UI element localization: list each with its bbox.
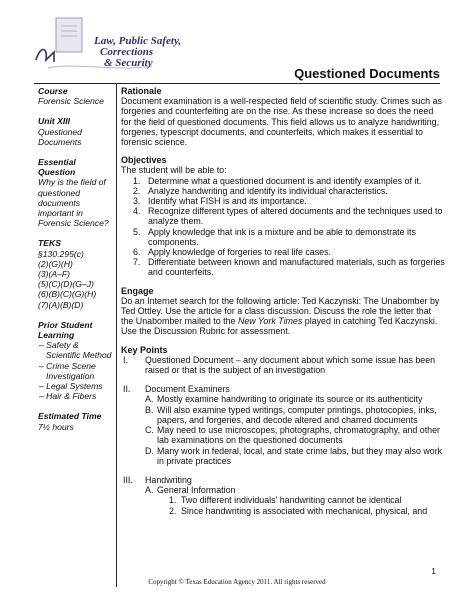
list-item: 1. Two different individuals' handwriting cannot be identical: [169, 495, 402, 506]
teks-line: (7)(A)(B)(D): [38, 299, 84, 310]
teks-line: (3)(A–F): [38, 269, 70, 280]
key-point-1: I. Questioned Document – any document about which some issue has been raised or that is the subject of an investigation: [123, 354, 436, 376]
list-item: 7. Differentiate between known and manufactured materials, such as forgeries and counterfeits.: [133, 257, 445, 278]
prior-learning-list: [38, 340, 114, 401]
key-point-2: II. Document Examiners A. Mostly examine handwriting to originate its source or its authenticity B. Will also examine typed writings, computer printings, photocopies, inks, papers, and forgeries, and decode altered and charred documents C. May need to use microscopes, photographs, chromatography, and other lab examinations on the questioned documents D. Many work in federal, local, and state crime labs, but they may also work in private practices: [121, 384, 445, 466]
key-point-3: III. Handwriting A. General Information 1. Two different individuals' handwriting cannot be identical 2. Since handwriting is associated with mechanical, physical, and: [121, 475, 445, 516]
teks-line: §130.295(c): [38, 248, 84, 259]
page-title: Questioned Documents: [294, 66, 440, 81]
list-item: – Legal Systems: [39, 381, 103, 392]
column-divider: [116, 84, 117, 587]
engage-text: Do an Internet search for the following article: Ted Kaczynski: The Unabomber by Ted Ottley. Use the article for a class discussion. Discuss the role the letter that the Unabomber mailed to the New York Times played in catching Ted Kaczynski. Use the Discussion Rubric for assessment.: [121, 295, 440, 337]
list-item: 1. Determine what a questioned document is and identify examples of it.: [133, 175, 422, 186]
teks-line: (2)(G)(H): [38, 258, 73, 269]
copyright-footer: Copyright © Texas Education Agency 2011. All rights reserved: [148, 578, 326, 586]
objectives-section: [121, 155, 445, 277]
list-item: 4. Recognize different types of altered documents and the techniques used to analyze them.: [133, 206, 443, 227]
objectives-heading: Objectives: [121, 155, 167, 166]
sidebar: [38, 86, 114, 442]
teks-line: (6)(B)(C)(G)(H): [38, 289, 97, 300]
list-item: C. May need to use microscopes, photographs, chromatography, and other lab examinations on the questioned documents: [145, 425, 441, 446]
course-value: Forensic Science: [38, 96, 104, 107]
key-points-section: [121, 345, 445, 516]
teks-line: (5)(C)(D)(G–J): [38, 279, 94, 290]
rationale-section: [121, 86, 445, 147]
header-rule: [34, 83, 440, 84]
objectives-list: [121, 176, 445, 278]
course-label: Course: [38, 86, 68, 96]
list-item: 6. Apply knowledge of forgeries to real life cases.: [133, 247, 332, 258]
key-points-heading: Key Points: [121, 344, 168, 355]
logo-wordmark: Law, Public Safety, Corrections & Security: [94, 35, 182, 69]
estimated-time-value: 7½ hours: [38, 421, 74, 432]
list-item: A. General Information 1. Two different individuals' handwriting cannot be identical 2. Since handwriting is associated with mechanical, physical, and: [145, 485, 445, 516]
list-item: – Crime Scene Investigation: [39, 360, 96, 381]
list-item: A. Mostly examine handwriting to originate its source or its authenticity: [145, 394, 423, 405]
unit-value: Questioned Documents: [38, 126, 82, 147]
main-content: [121, 86, 445, 525]
rationale-heading: Rationale: [121, 86, 162, 96]
unit-label: Unit XIII: [38, 116, 70, 127]
essential-question-value: Why is the field of questioned documents important in Forensic Science?: [38, 177, 109, 229]
list-item: – Safety & Scientific Method: [39, 340, 112, 361]
page-number: 1: [431, 566, 436, 576]
list-item: 3. Identify what FISH is and its importance.: [133, 196, 307, 207]
prior-learning-label: Prior Student Learning: [38, 319, 93, 341]
teks-label: TEKS: [38, 238, 61, 249]
engage-heading: Engage: [121, 285, 154, 296]
list-item: 2. Analyze handwriting and identify its individual characteristics.: [133, 185, 388, 196]
list-item: 5. Apply knowledge that ink is a mixture and be able to demonstrate its components.: [133, 226, 416, 247]
objectives-intro: The student will be able to:: [121, 165, 227, 176]
list-item: B. Will also examine typed writings, computer printings, photocopies, inks, papers, and forgeries, and decode altered and charred documents: [145, 404, 437, 425]
list-item: – Hair & Fibers: [39, 391, 97, 402]
estimated-time-label: Estimated Time: [38, 411, 102, 422]
rationale-text: Document examination is a well-respected field of scientific study. Crimes such as forgeries and counterfeiting are on the rise. As these increase so does the need for the field of questioned documents. This field allows us to analyze handwriting, forgeries, typescript documents, and counterfeits, which makes it essential to forensic science.: [121, 96, 442, 148]
engage-section: [121, 286, 445, 337]
essential-question-label: Essential Question: [38, 157, 76, 178]
list-item: D. Many work in federal, local, and state crime labs, but they may also work in private practices: [145, 445, 443, 466]
list-item: 2. Since handwriting is associated with mechanical, physical, and: [169, 505, 428, 516]
program-logo: [34, 16, 182, 74]
